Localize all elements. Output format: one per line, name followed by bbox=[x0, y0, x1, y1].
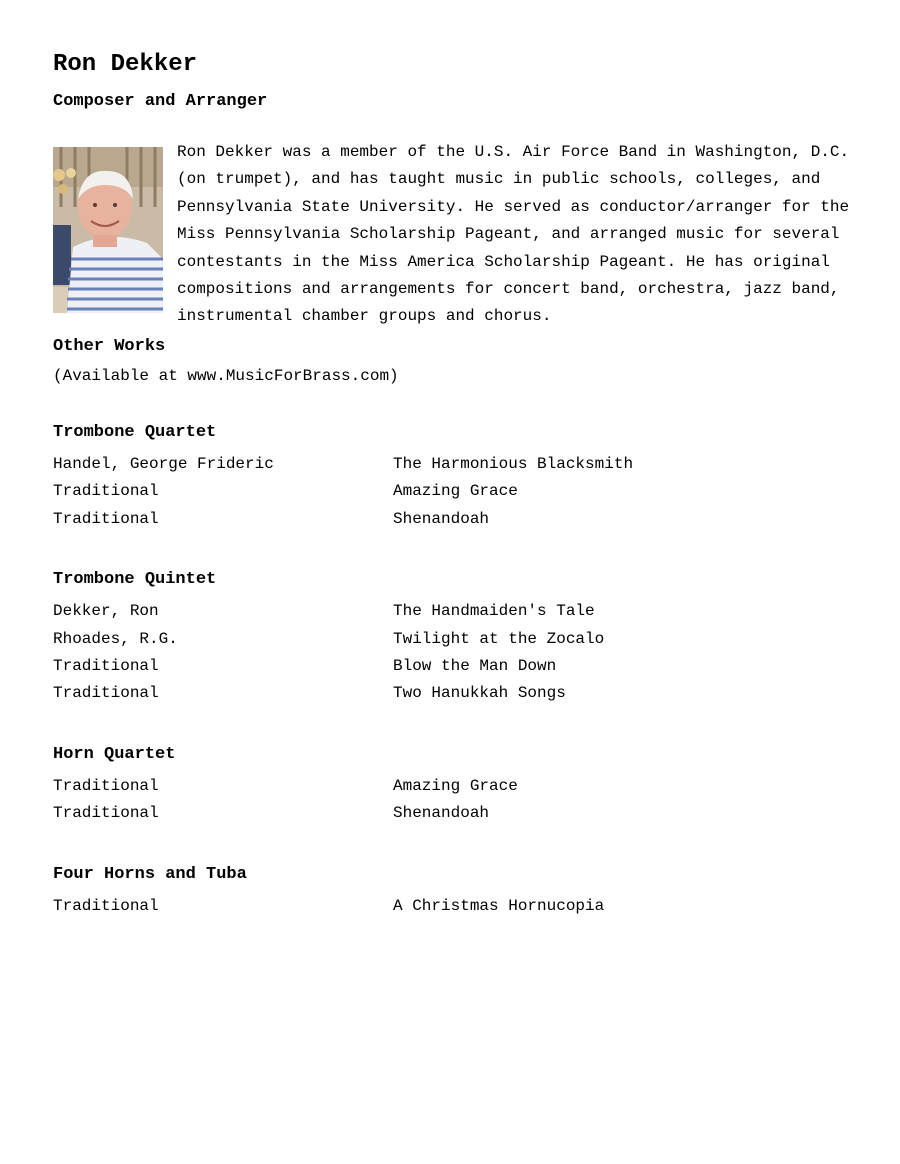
work-composer: Dekker, Ron bbox=[53, 602, 159, 621]
group-heading: Four Horns and Tuba bbox=[53, 864, 247, 884]
work-title: The Handmaiden's Tale bbox=[393, 602, 595, 621]
work-composer: Traditional bbox=[53, 509, 159, 528]
work-composer: Traditional bbox=[53, 482, 159, 501]
work-title: Shenandoah bbox=[393, 509, 490, 528]
composer-name: Ron Dekker bbox=[53, 51, 198, 78]
work-title: Two Hanukkah Songs bbox=[393, 684, 566, 703]
works-group bbox=[53, 745, 853, 828]
work-row bbox=[53, 506, 853, 533]
work-composer: Traditional bbox=[53, 804, 159, 823]
availability-note: (Available at www.MusicForBrass.com) bbox=[53, 367, 399, 385]
work-row bbox=[53, 680, 853, 707]
work-row bbox=[53, 773, 853, 800]
composer-role: Composer and Arranger bbox=[53, 92, 268, 111]
other-works-heading: Other Works bbox=[53, 337, 166, 356]
work-title: Shenandoah bbox=[393, 804, 490, 823]
works-group bbox=[53, 570, 853, 708]
group-heading: Trombone Quartet bbox=[53, 423, 217, 442]
work-row bbox=[53, 653, 853, 680]
group-heading: Trombone Quintet bbox=[53, 570, 217, 590]
work-row bbox=[53, 451, 853, 478]
page bbox=[53, 50, 853, 920]
work-composer: Traditional bbox=[53, 896, 159, 915]
work-title: The Harmonious Blacksmith bbox=[393, 455, 634, 473]
work-row bbox=[53, 626, 853, 653]
work-row bbox=[53, 893, 853, 920]
work-title: Amazing Grace bbox=[393, 776, 518, 795]
work-row bbox=[53, 598, 853, 625]
works-group bbox=[53, 423, 853, 533]
work-row bbox=[53, 800, 853, 827]
work-composer: Rhoades, R.G. bbox=[53, 629, 178, 648]
work-title: Amazing Grace bbox=[393, 482, 518, 501]
work-title: A Christmas Hornucopia bbox=[393, 896, 605, 915]
work-composer: Traditional bbox=[53, 656, 159, 675]
bio-text: Ron Dekker was a member of the U.S. Air Force Band in Washington, D.C. (on trumpet), and has taught music in public schools, colleges, and Pennsylvania State University. He served as conductor/arranger for the Miss Pennsylvania Scholarship Pageant, and arranged music for several contestants in the Miss America Scholarship Pageant. He has original compositions and arrangements for concert band, orchestra, jazz band, instrumental chamber groups and chorus. bbox=[177, 143, 850, 326]
composer-photo bbox=[53, 147, 163, 313]
work-composer: Traditional bbox=[53, 776, 159, 795]
works-group bbox=[53, 865, 853, 920]
work-composer: Handel, George Frideric bbox=[53, 455, 274, 473]
work-composer: Traditional bbox=[53, 684, 159, 703]
work-title: Blow the Man Down bbox=[393, 656, 557, 675]
bio-section bbox=[53, 143, 853, 337]
work-title: Twilight at the Zocalo bbox=[393, 629, 605, 648]
work-row bbox=[53, 478, 853, 505]
group-heading: Horn Quartet bbox=[53, 744, 176, 764]
